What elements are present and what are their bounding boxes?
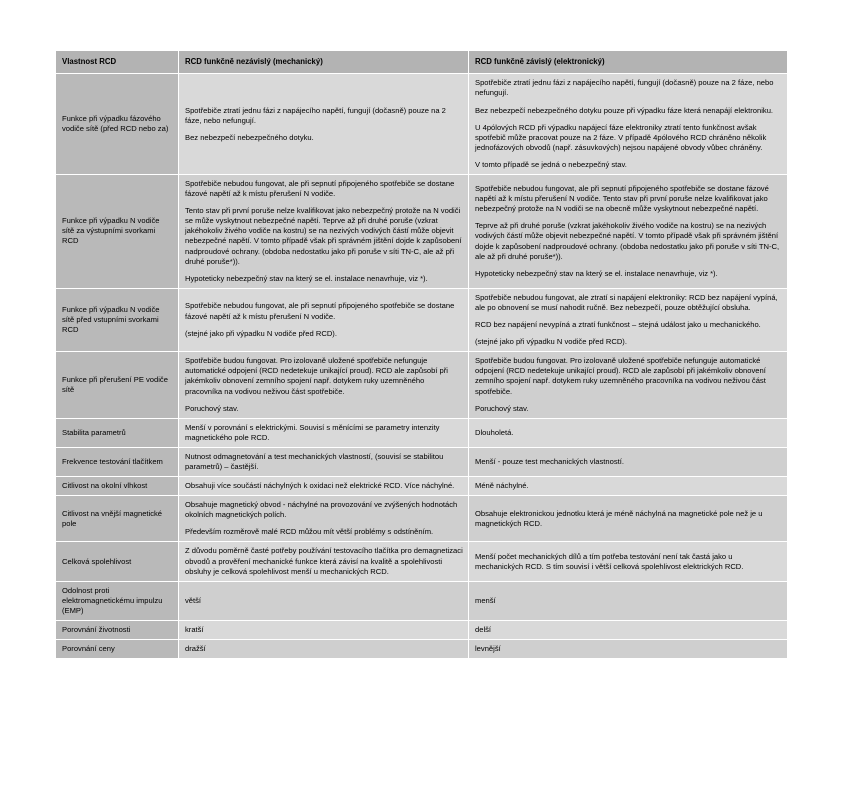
cell-electronic: [469, 175, 788, 289]
cell-feature: Funkce při výpadku N vodiče sítě před vstupními svorkami RCD: [56, 288, 179, 351]
paragraph: Méně náchylné.: [475, 481, 529, 491]
cell-electronic: [469, 542, 788, 581]
column-header-mechanical: RCD funkčně nezávislý (mechanický): [179, 51, 469, 74]
table-row: [56, 447, 788, 476]
paragraph: Spotřebiče nebudou fungovat, ale při sepnutí připojeného spotřebiče se dostane fázové napětí až k místu přerušení N vodiče.: [185, 179, 455, 199]
paragraph: dražší: [185, 644, 206, 654]
cell-feature: Citlivost na okolní vlhkost: [56, 477, 179, 496]
cell-mechanical: [179, 418, 469, 447]
cell-mechanical: [179, 477, 469, 496]
paragraph: Poruchový stav.: [475, 403, 529, 413]
cell-mechanical: [179, 175, 469, 289]
paragraph: Především rozměrově malé RCD můžou mít větší problémy s odstíněním.: [185, 527, 434, 537]
paragraph: Obsahuji více součástí náchylných k oxidaci než elektrické RCD. Více náchylné.: [185, 481, 455, 491]
cell-feature: Porovnání životnosti: [56, 621, 179, 640]
paragraph: Poruchový stav.: [185, 403, 239, 413]
cell-electronic: [469, 447, 788, 476]
table-row: [56, 477, 788, 496]
rcd-comparison-table: [55, 50, 788, 659]
cell-mechanical: [179, 542, 469, 581]
cell-mechanical: [179, 496, 469, 542]
paragraph: Obsahuje magnetický obvod - náchylné na provozování ve zvýšených hodnotách okolních magnetických polích.: [185, 500, 458, 520]
paragraph: levnější: [475, 644, 501, 654]
table-row: [56, 496, 788, 542]
cell-mechanical: [179, 581, 469, 620]
column-header-electronic: RCD funkčně závislý (elektronický): [469, 51, 788, 74]
paragraph: Tento stav při první poruše nelze kvalifikovat jako nebezpečný protože na N vodiči se může vyskytnout nebezpečné napětí. Teprve až při druhé poruše (vzkrat jakéhokoliv živého vodiče na kostru) se na nezivých vodivých částí může objevit nebezpečné napětí. V tomto případě však při správném jištění dojde k zapůsobení nadproudové ochrany. (obdoba nedostatku jako při poruše v síti TN-C, ale až při druhé poruše*)).: [185, 206, 462, 266]
paragraph: Hypoteticky nebezpečný stav na který se el. instalace nenavrhuje, viz *).: [475, 268, 718, 278]
paragraph: Dlouholetá.: [475, 427, 514, 437]
paragraph: Spotřebiče ztratí jednu fázi z napájecího napětí, fungují (dočasně) pouze na 2 fáze, nebo nefungují.: [185, 105, 446, 125]
table-row: [56, 581, 788, 620]
paragraph: Teprve až při druhé poruše (vzkrat jakéhokoliv živého vodiče na kostru) se na nezivých vodivých částí může objevit nebezpečné napětí. V tomto případě však při správném jištění dojde k zapůsobení nadproudové ochrany. (obdoba nedostatku jako při poruše v síti TN-C, ale až při druhé poruše*)).: [475, 221, 780, 261]
table-head: [56, 51, 788, 74]
paragraph: Z důvodu poměrně časté potřeby používání testovacího tlačítka pro demagnetizaci obvodů a prověření mechanické funkce která závisí na kvalitě a spolehlivosti obsluhy je celková spolehlivost menší u mechanických RCD.: [185, 546, 463, 576]
table-body: [56, 74, 788, 659]
paragraph: (stejné jako při výpadku N vodiče před RCD).: [185, 328, 337, 338]
paragraph: Spotřebiče budou fungovat. Pro izolovaně uložené spotřebiče nefunguje automatické odpojení (RCD nedetekuje unikající proud). RCD ale zapůsobí při jakémkoliv obnovení zemního spojení např. dotykem ruky uzemněného pracovníka na vodivou neživou část spotřebiče.: [475, 356, 766, 396]
paragraph: Spotřebiče nebudou fungovat, ale ztratí si napájení elektroniky: RCD bez napájení vypíná, ale po obnovení se musí nahodit ručně. Bez nebezpečí, pouze obtěžující obsluha.: [475, 292, 778, 312]
table-row: [56, 352, 788, 418]
table-row: [56, 175, 788, 289]
paragraph: větší: [185, 595, 202, 605]
column-header-feature: Vlastnost RCD: [56, 51, 179, 74]
cell-feature: Funkce při výpadku N vodiče sítě za výstupními svorkami RCD: [56, 175, 179, 289]
cell-mechanical: [179, 74, 469, 175]
paragraph: Spotřebiče nebudou fungovat, ale při sepnutí připojeného spotřebiče se dostane fázové napětí až k místu přerušení N vodiče. Tento stav při první poruše nelze kvalifikovat jako nebezpečný protože na N vodiči se na obecně může vyskytnout nebezpečné napětí.: [475, 184, 769, 214]
paragraph: Bez nebezpečí nebezpečného dotyku.: [185, 132, 314, 142]
paragraph: Menší - pouze test mechanických vlastností.: [475, 456, 624, 466]
paragraph: RCD bez napájení nevypíná a ztratí funkčnost – stejná událost jako u mechanického.: [475, 320, 761, 330]
cell-mechanical: [179, 640, 469, 659]
paragraph: Menší počet mechanických dílů a tím potřeba testování není tak častá jako u mechanických RCD. S tím souvisí i větší celková spolehlivost elektrických RCD.: [475, 551, 744, 571]
paragraph: V tomto případě se jedná o nebezpečný stav.: [475, 159, 627, 169]
cell-feature: Stabilita parametrů: [56, 418, 179, 447]
cell-feature: Frekvence testování tlačítkem: [56, 447, 179, 476]
paragraph: U 4pólových RCD při výpadku napájecí fáze elektroniky ztratí tento funkčnost avšak spotřebič může pracovat pouze na 2 fáze. V případě 4pólového RCD chráněno několik jednofázových obvodů (např. zásuvkových) nejsou napájené obvody vůbec chráněny.: [475, 122, 767, 152]
cell-electronic: [469, 74, 788, 175]
cell-mechanical: [179, 621, 469, 640]
paragraph: Nutnost odmagnetování a test mechanických vlastností, (souvisí se stabilitou parametrů) – častější.: [185, 451, 444, 471]
paragraph: (stejné jako při výpadku N vodiče před RCD).: [475, 337, 627, 347]
cell-electronic: [469, 496, 788, 542]
cell-electronic: [469, 581, 788, 620]
paragraph: Bez nebezpečí nebezpečného dotyku pouze při výpadku fáze která nenapájí elektroniku.: [475, 105, 774, 115]
cell-electronic: [469, 477, 788, 496]
cell-electronic: [469, 621, 788, 640]
paragraph: Obsahuje elektronickou jednotku která je méně náchylná na magnetické pole než je u magnetických RCD.: [475, 508, 763, 528]
table-row: [56, 288, 788, 351]
cell-feature: Odolnost proti elektromagnetickému impulzu (EMP): [56, 581, 179, 620]
paragraph: Spotřebiče ztratí jednu fázi z napájecího napětí, fungují (dočasně) pouze na 2 fáze, nebo nefungují.: [475, 78, 774, 98]
table-row: [56, 640, 788, 659]
table-row: [56, 418, 788, 447]
paragraph: delší: [475, 625, 492, 635]
cell-electronic: [469, 418, 788, 447]
cell-electronic: [469, 640, 788, 659]
cell-mechanical: [179, 447, 469, 476]
cell-feature: Celková spolehlivost: [56, 542, 179, 581]
paragraph: Hypoteticky nebezpečný stav na který se el. instalace nenavrhuje, viz *).: [185, 273, 428, 283]
cell-mechanical: [179, 288, 469, 351]
cell-feature: Citlivost na vnější magnetické pole: [56, 496, 179, 542]
table-row: [56, 74, 788, 175]
paragraph: Spotřebiče nebudou fungovat, ale při sepnutí připojeného spotřebiče se dostane fázové napětí až k místu přerušení N vodiče.: [185, 301, 455, 321]
table-header-row: [56, 51, 788, 74]
rcd-comparison-table-wrapper: [55, 50, 787, 659]
cell-electronic: [469, 288, 788, 351]
paragraph: Spotřebiče budou fungovat. Pro izolovaně uložené spotřebiče nefunguje automatické odpojení (RCD nedetekuje unikající proud). RCD ale zapůsobí při jakémkoliv obnovení zemního spojení např. dotykem ruky uzemněného pracovníka na vodivou neživou část spotřebiče.: [185, 356, 448, 396]
cell-feature: Funkce při přerušení PE vodiče sítě: [56, 352, 179, 418]
cell-feature: Funkce při výpadku fázového vodiče sítě (před RCD nebo za): [56, 74, 179, 175]
cell-feature: Porovnání ceny: [56, 640, 179, 659]
paragraph: kratší: [185, 625, 204, 635]
table-row: [56, 542, 788, 581]
cell-electronic: [469, 352, 788, 418]
paragraph: menší: [475, 595, 496, 605]
table-row: [56, 621, 788, 640]
cell-mechanical: [179, 352, 469, 418]
paragraph: Menší v porovnání s elektrickými. Souvisí s měnícími se parametry intenzity magnetického pole RCD.: [185, 422, 440, 442]
